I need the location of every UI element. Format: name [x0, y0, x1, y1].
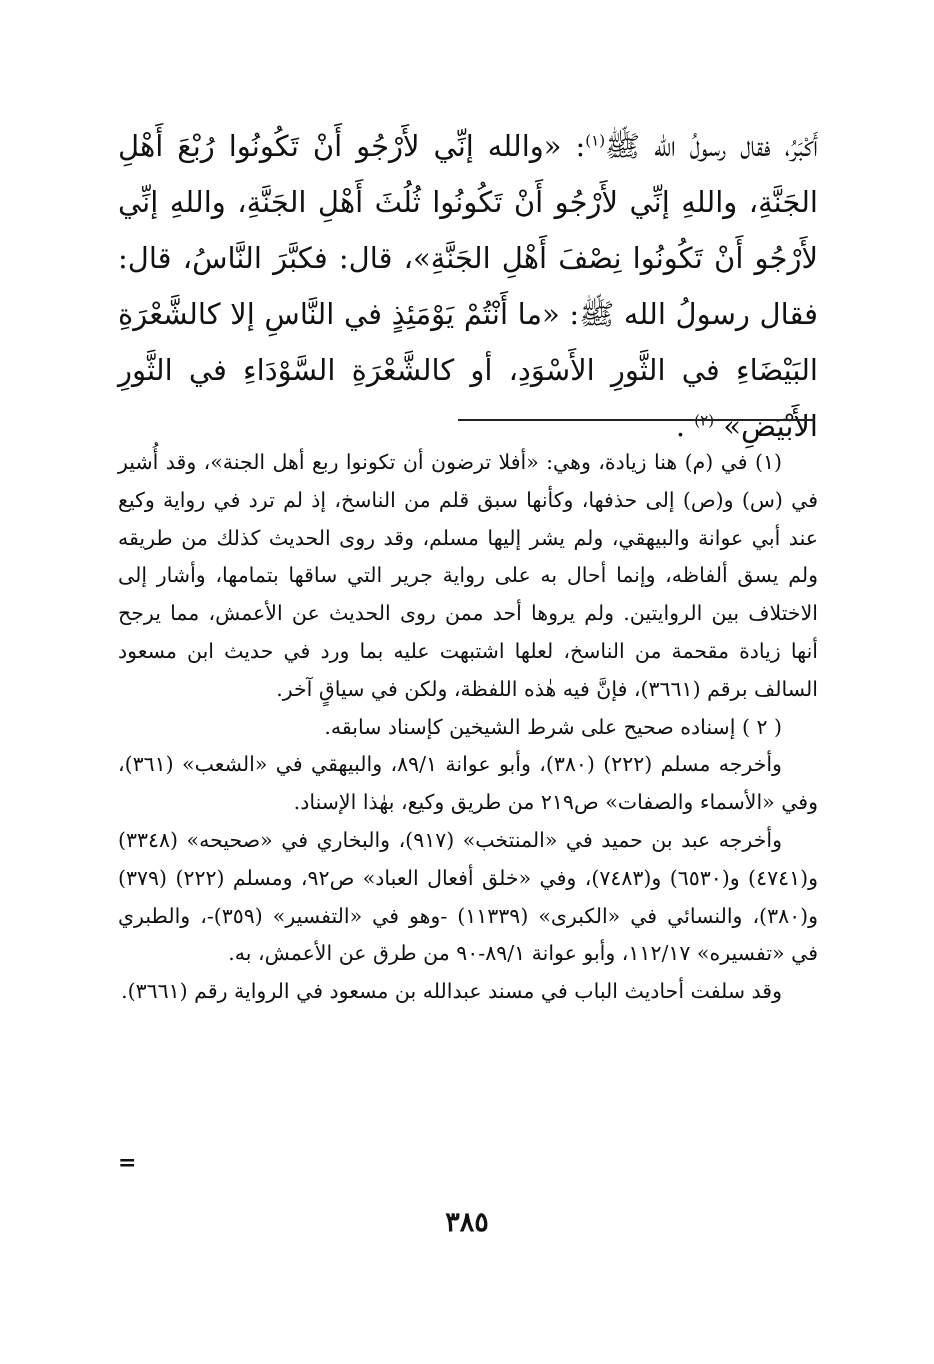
- footnote-separator: [458, 419, 815, 421]
- footnote-ref-1: (١): [585, 131, 606, 150]
- footnote-2-paragraph: وأخرجه مسلم (٢٢٢) (٣٨٠)، وأبو عوانة ٨٩/١، والبيهقي في «الشعب» (٣٦١)، وفي «الأسماء والصفات» ص٢١٩ من طريق وكيع، بهٰذا الإسناد.: [118, 752, 818, 815]
- continuation-mark: =: [118, 1150, 137, 1176]
- main-text-block: [118, 118, 818, 454]
- footnotes-block: [118, 444, 818, 1011]
- footnote-2-paragraph: وأخرجه عبد بن حميد في «المنتخب» (٩١٧)، والبخاري في «صحيحه» (٣٣٤٨) و(٤٧٤١) و(٦٥٣٠) و(٧٤٨٣)، وفي «خلق أفعال العباد» ص٩٢، ومسلم (٢٢٢) (٣٧٩) و(٣٨٠)، والنسائي في «الكبرى» (١١٣٣٩) -وهو في «التفسير» (٣٥٩)-، والطبري في «تفسيره» ١١٢/١٧، وأبو عوانة ٨٩/١-٩٠ من طرق عن الأعمش، به.: [118, 827, 819, 966]
- footnote-1: (١) في (م) هنا زيادة، وهي: «أفلا ترضون أن تكونوا ربع أهل الجنة»، وقد أُشير في (س) و(ص) إلى حذفها، وكأنها سبق قلم من الناسخ، إذ لم ترد في رواية وكيع عند أبي عوانة والبيهقي، ولم يشر إليها مسلم، وقد روى الحديث كذلك من طريقه ولم يسق ألفاظه، وإنما أحال به على رواية جرير التي ساقها بتمامها، وأشار إلى الاختلاف بين الروايتين. ولم يروها أحد ممن روى الحديث عن الأعمش، مما يرجح أنها زيادة مقحمة من الناسخ، لعلها اشتبهت عليه بما ورد في حديث ابن مسعود السالف برقم (٣٦٦١)، فإنَّ فيه هٰذه اللفظة، ولكن في سياقٍ آخر.: [118, 450, 818, 701]
- footnote-2-paragraph: وقد سلفت أحاديث الباب في مسند عبدالله بن مسعود في الرواية رقم (٣٦٦١).: [121, 979, 782, 1004]
- footnote-ref-2: (٢): [694, 411, 715, 430]
- footnote-2-heading: ( ٢ ) إسناده صحيح على شرط الشيخين كإسناد سابقه.: [324, 714, 782, 739]
- main-paragraph: [118, 118, 818, 454]
- main-text-part: أَكْبَرُ، فقال رسولُ الله ﷺ: [605, 129, 818, 163]
- main-text-part: : «والله إنِّي لأَرْجُو أَنْ تَكُونُوا رُبْعَ أَهْلِ الجَنَّةِ، واللهِ إنِّي لأَرْجُو أَنْ تَكُونُوا ثُلُثَ أَهْلِ الجَنَّةِ، واللهِ إنِّي لأَرْجُو أَنْ تَكُونُوا نِصْفَ أَهْلِ الجَنَّةِ»، قال: فكبَّرَ النَّاسُ، قال: فقال رسولُ الله ﷺ: «ما أَنْتُمْ يَوْمَئِذٍ في النَّاسِ إلا كالشَّعْرَةِ البَيْضَاءِ في الثَّورِ الأَسْوَدِ، أو كالشَّعْرَةِ السَّوْدَاءِ في الثَّورِ الأَبْيَضِ»: [118, 129, 818, 443]
- main-text-end: .: [675, 409, 695, 443]
- page-number: ٣٨٥: [445, 1207, 489, 1238]
